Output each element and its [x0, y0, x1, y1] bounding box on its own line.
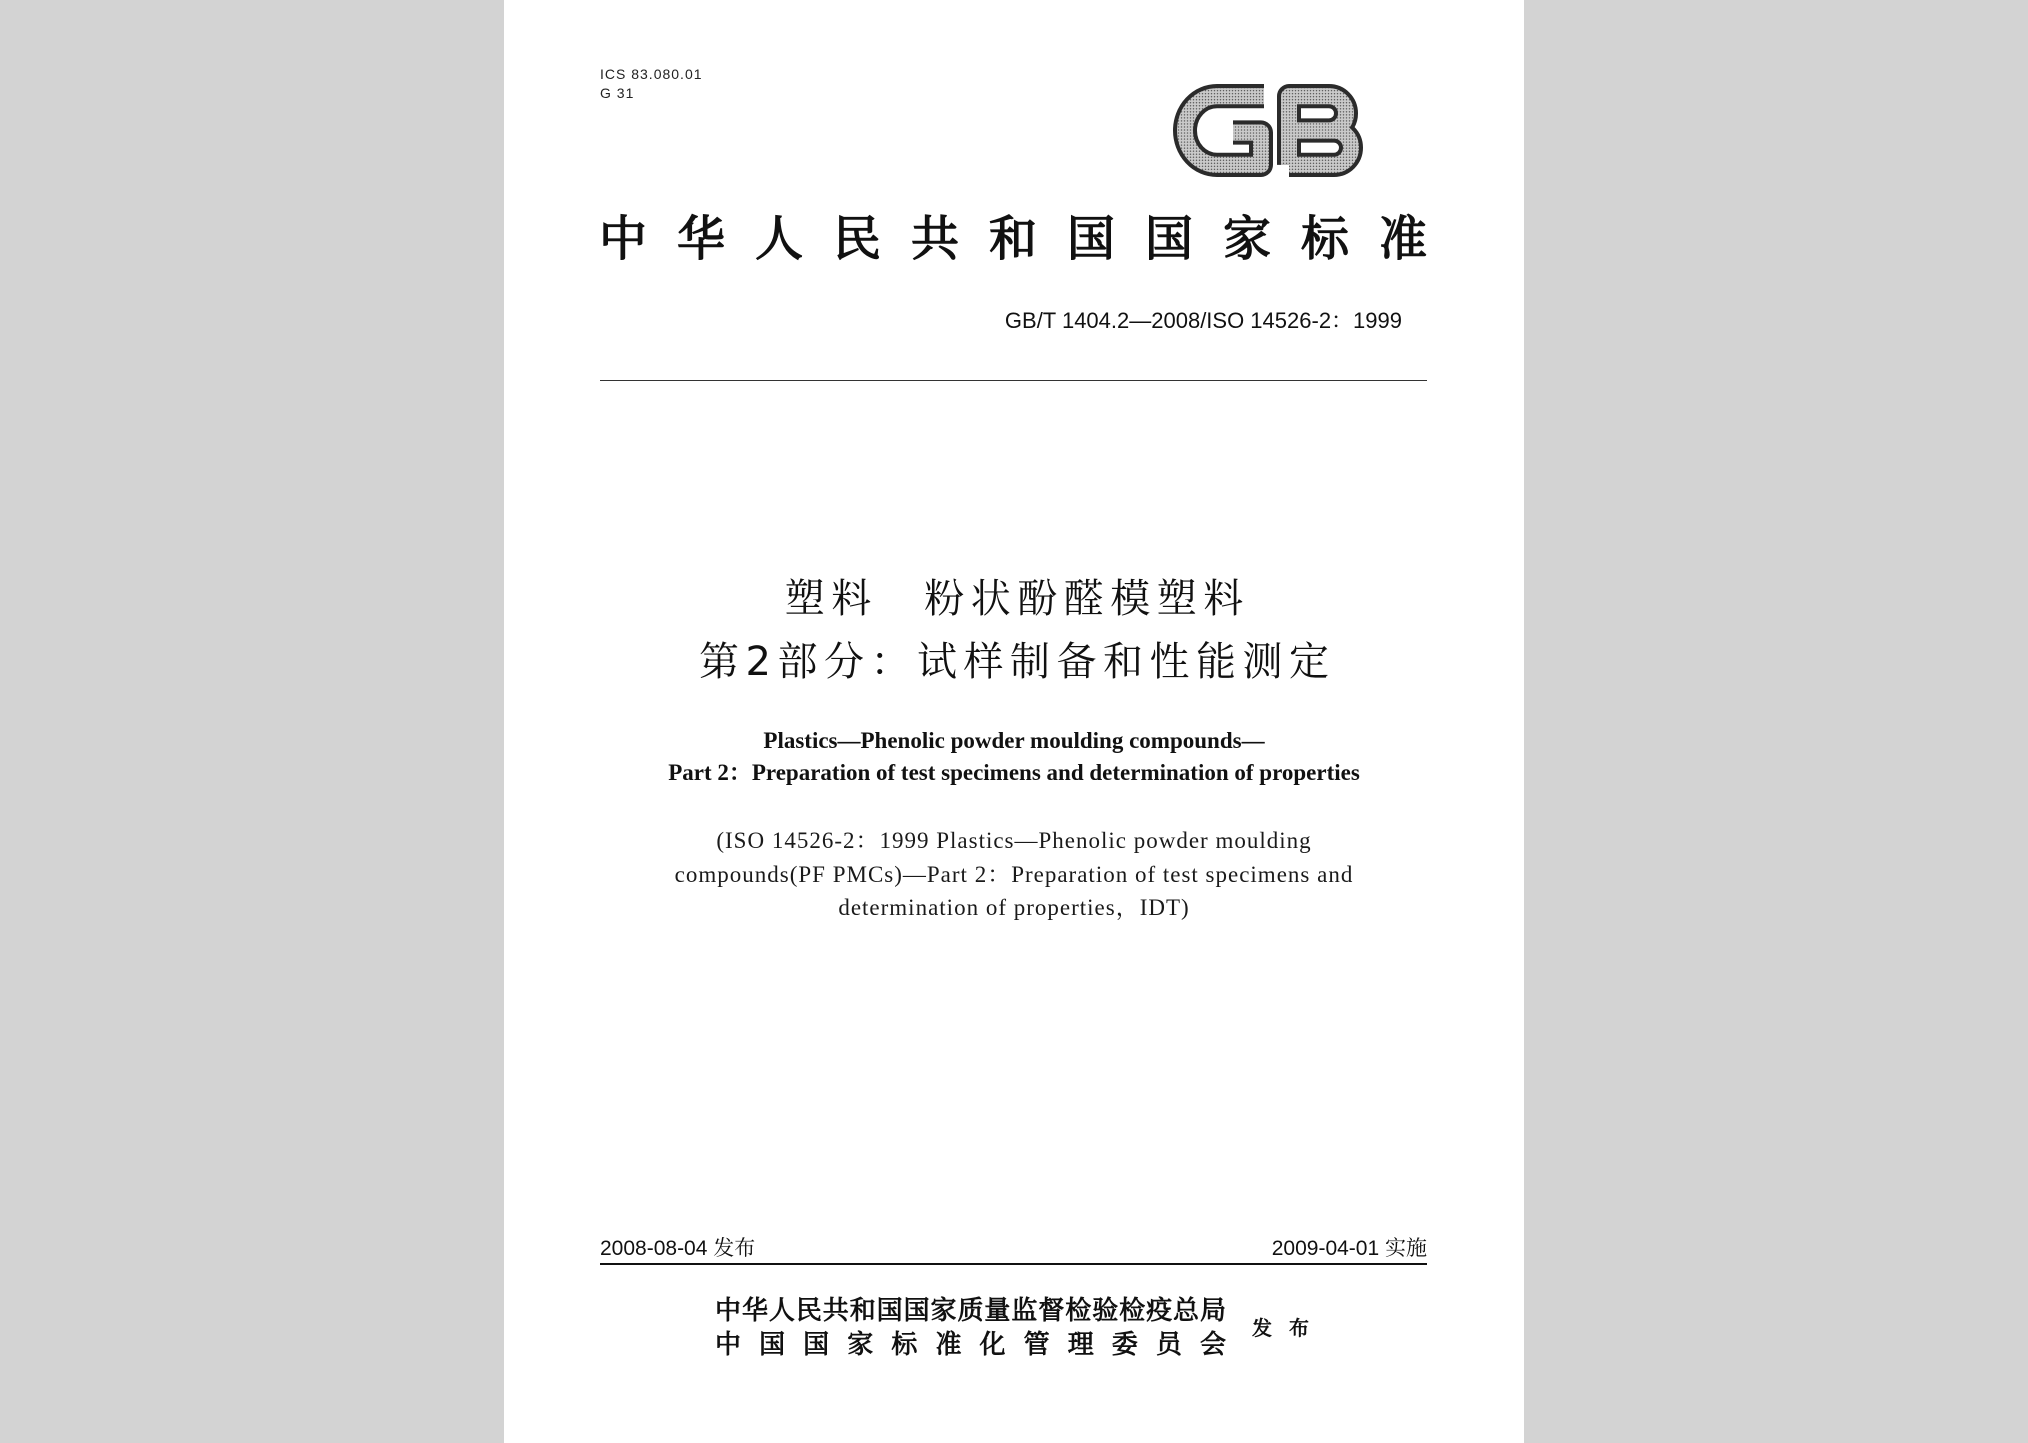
footer-divider: [600, 1263, 1427, 1265]
ics-code: ICS 83.080.01: [600, 66, 703, 82]
adoption-note: [504, 824, 1524, 925]
adoption-note-line: compounds(PF PMCs)—Part 2：Preparation of test specimens and: [674, 861, 1354, 887]
issue-date: 2008-08-04 发布: [600, 1237, 756, 1260]
standard-type-heading: 中华人民共和国国家标准: [599, 211, 1427, 267]
chinese-title-line: 塑料 粉状酚醛模塑料: [784, 576, 1250, 622]
adoption-note-line: (ISO 14526-2：1999 Plastics—Phenolic powder moulding: [716, 828, 1312, 853]
issue-action: 发布: [1252, 1316, 1309, 1340]
ccs-code: G 31: [600, 85, 635, 101]
issuer-line: 中国国家标准化管理委员会: [715, 1330, 1226, 1360]
english-title-line: Part 2：Preparation of test specimens and determination of properties: [668, 760, 1360, 785]
document-page: [504, 0, 1524, 1443]
chinese-title-line: 第2部分：试样制备和性能测定: [699, 639, 1336, 685]
issuer-line: 中华人民共和国国家质量监督检验检疫总局: [715, 1296, 1226, 1326]
english-title-line: Plastics—Phenolic powder moulding compounds—: [763, 728, 1265, 753]
header-divider: [600, 380, 1427, 381]
adoption-note-line: determination of properties，IDT): [838, 895, 1190, 920]
implementation-date: 2009-04-01 实施: [1271, 1237, 1427, 1260]
gb-logo: [1171, 80, 1371, 181]
standard-number: GB/T 1404.2—2008/ISO 14526-2：1999: [1004, 308, 1402, 333]
